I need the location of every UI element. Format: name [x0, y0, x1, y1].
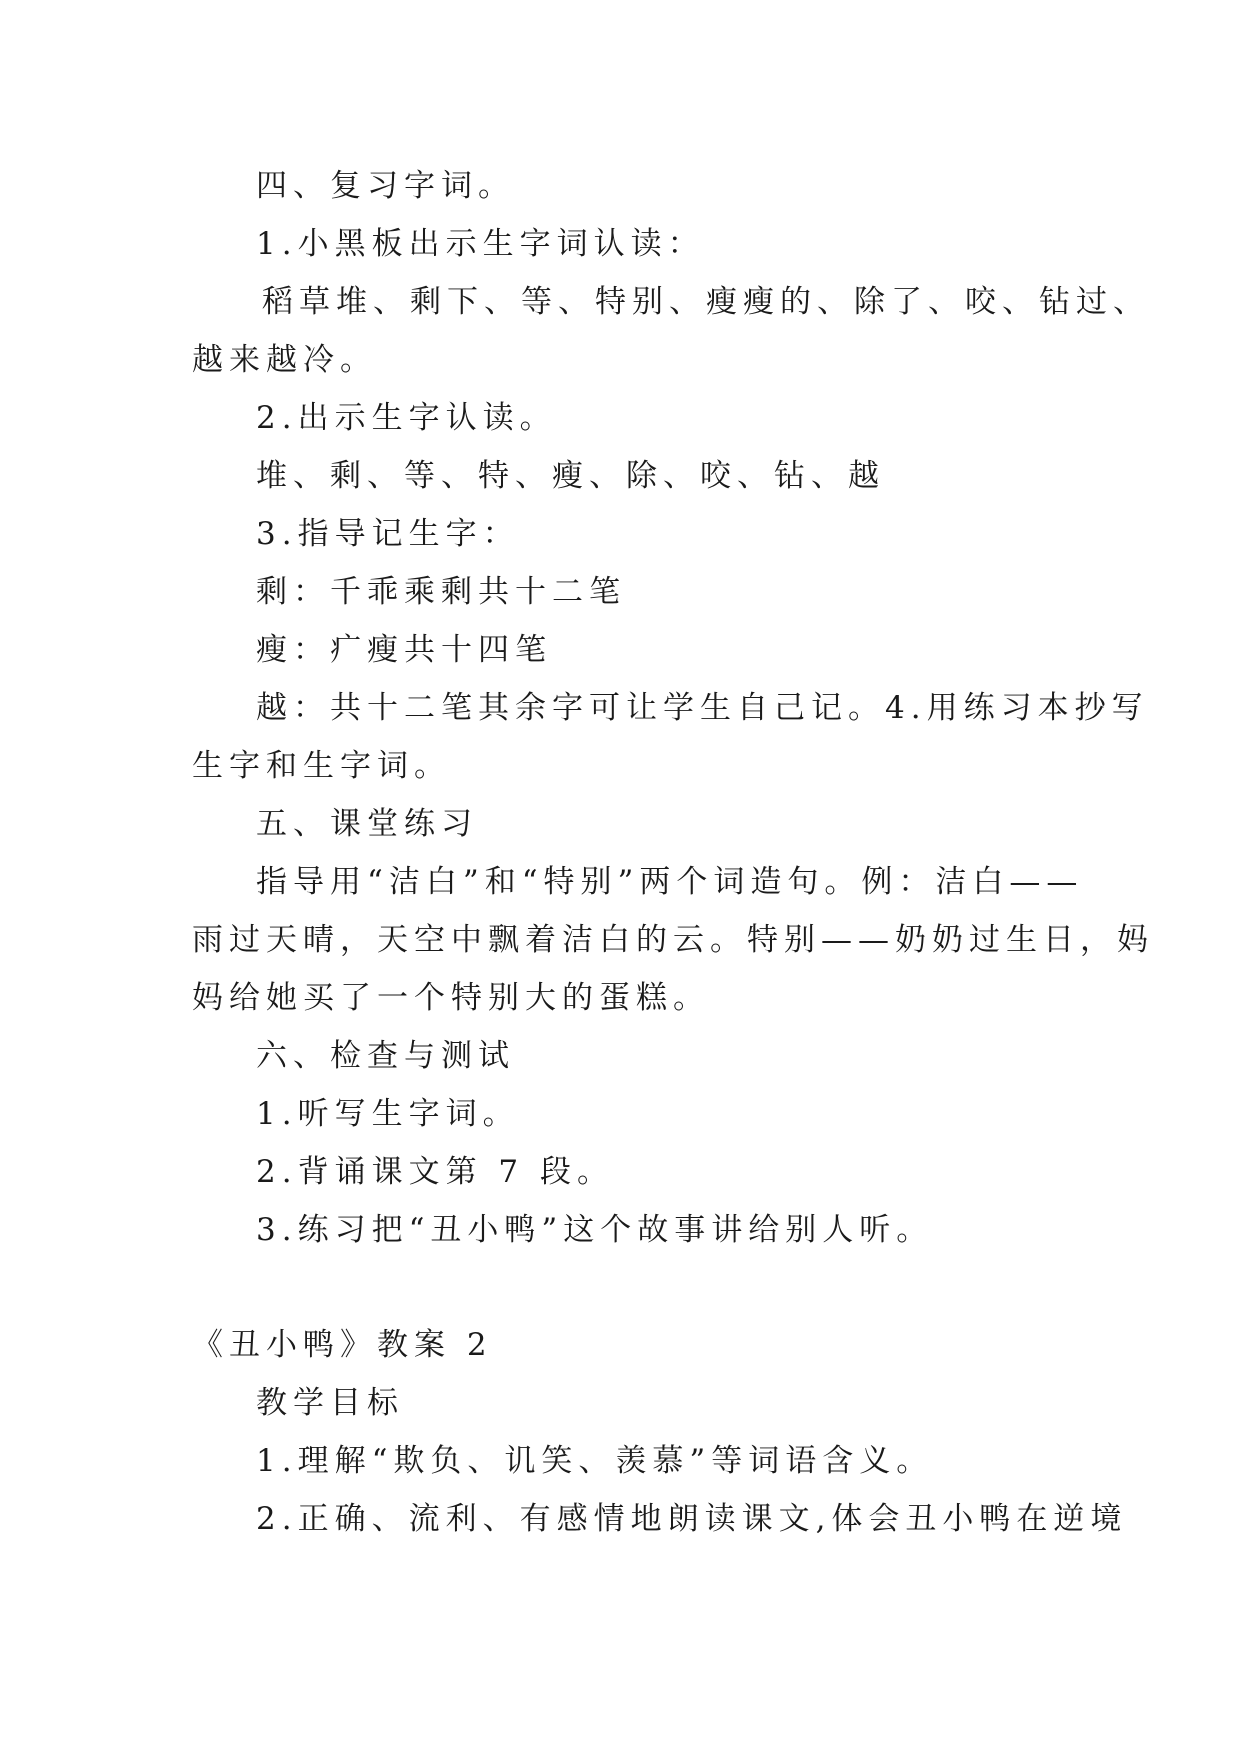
text-line: 瘦：疒瘦共十四笔	[256, 632, 552, 668]
text-line: 剩：千乖乘剩共十二笔	[256, 574, 626, 610]
text-line: 1.小黑板出示生字词认读：	[256, 226, 705, 262]
text-line: 雨过天晴，天空中飘着洁白的云。特别——奶奶过生日，妈	[192, 922, 1154, 958]
doc-title: 《丑小鸭》教案 2	[192, 1327, 493, 1363]
section-heading-review: 四、复习字词。	[256, 168, 515, 204]
text-line: 1.理解“欺负、讥笑、羡慕”等词语含义。	[256, 1443, 934, 1479]
text-line: 堆、剩、等、特、瘦、除、咬、钻、越	[256, 458, 885, 494]
text-line: 2.出示生字认读。	[256, 400, 557, 436]
section-heading-objectives: 教学目标	[256, 1385, 404, 1421]
text-line: 稻草堆、剩下、等、特别、瘦瘦的、除了、咬、钻过、	[262, 284, 1150, 320]
section-heading-test: 六、检查与测试	[256, 1038, 515, 1074]
text-line: 3.练习把“丑小鸭”这个故事讲给别人听。	[256, 1212, 934, 1248]
text-line: 妈给她买了一个特别大的蛋糕。	[192, 980, 710, 1016]
text-line: 2.正确、流利、有感情地朗读课文,体会丑小鸭在逆境	[256, 1501, 1128, 1537]
section-heading-practice: 五、课堂练习	[256, 806, 478, 842]
text-line: 指导用“洁白”和“特别”两个词造句。例：洁白——	[256, 864, 1084, 900]
text-line: 1.听写生字词。	[256, 1096, 520, 1132]
text-line: 越来越冷。	[192, 342, 377, 378]
text-line: 生字和生字词。	[192, 748, 451, 784]
text-line: 2.背诵课文第 7 段。	[256, 1154, 615, 1190]
text-line: 越：共十二笔其余字可让学生自己记。4.用练习本抄写	[256, 690, 1149, 726]
text-line: 3.指导记生字：	[256, 516, 520, 552]
